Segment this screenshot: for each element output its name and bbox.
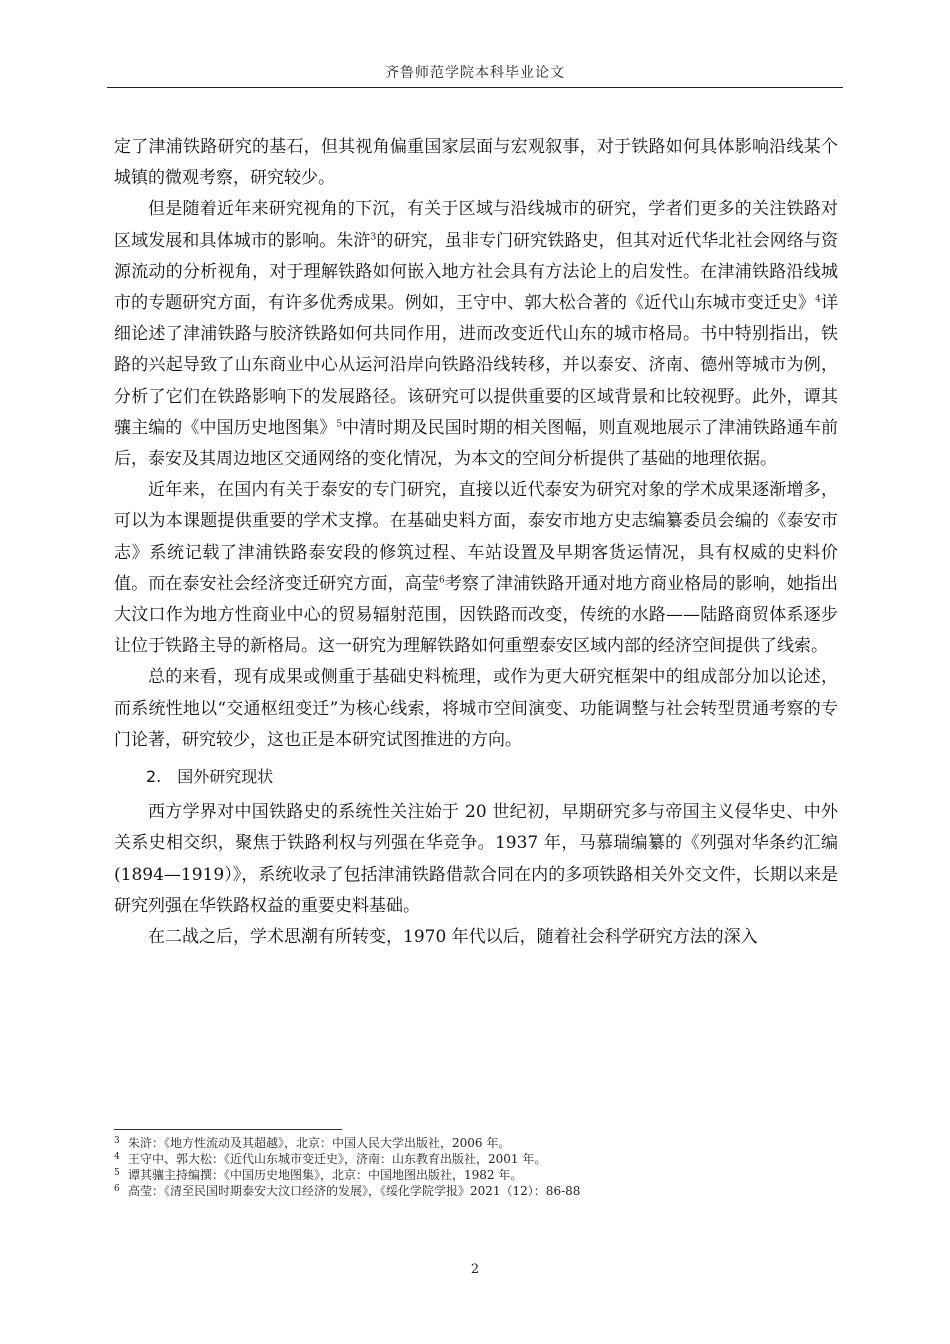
footnote-text: 朱浒：《地方性流动及其超越》，北京：中国人民大学出版社，2006 年。: [128, 1136, 511, 1150]
running-header: 齐鲁师范学院本科毕业论文: [385, 65, 565, 81]
section-title: 国外研究现状: [177, 767, 274, 787]
paragraph-4: [114, 662, 838, 756]
footnote-item: [114, 1167, 838, 1183]
paragraph-text: 详细论述了津浦铁路与胶济铁路如何共同作用，进而改变近代山东的城市格局。书中特别指出，铁路的兴起导致了山东商业中心从运河沿岸向铁路沿线转移，并以泰安、济南、德州等城市为例，分析了它们在铁路影响下的发展路径。该研究可以提供重要的区域背景和比较视野。此外，谭其骧主编的《中国历史地图集》: [114, 293, 839, 438]
paragraph-text: 在二战之后，学术思潮有所转变，1970 年代以后，随着社会科学研究方法的深入: [148, 927, 758, 948]
body-text: [114, 132, 838, 953]
footnote-ref[interactable]: 3: [370, 231, 377, 242]
footnote-number: 5: [114, 1168, 120, 1178]
footnote-number: 4: [114, 1152, 120, 1162]
footnote-item: [114, 1151, 838, 1167]
paragraph-5: [114, 797, 838, 922]
paragraph-3: [114, 475, 838, 662]
paragraph-text: 的研究，虽非专门研究铁路史，但其对近代华北社会网络与资源流动的分析视角，对于理解铁路如何嵌入地方社会具有方法论上的启发性。在津浦铁路沿线城市的专题研究方面，有许多优秀成果。例如，王守中、郭大松合著的《近代山东城市变迁史》: [114, 230, 839, 314]
footnote-ref[interactable]: 5: [336, 419, 343, 430]
footnote-number: 3: [114, 1136, 120, 1146]
paragraph-1: [114, 132, 838, 194]
paragraph-text: 西方学界对中国铁路史的系统性关注始于 20 世纪初，早期研究多与帝国主义侵华史、中外关系史相交织，聚焦于铁路利权与列强在华竞争。1937 年，马慕瑞编纂的《列强对华条约汇编(1894—1919）》，系统收录了包括津浦铁路借款合同在内的多项铁路相关外交文件，长期以来是研究列强在华铁路权益的重要史料基础。: [114, 802, 838, 916]
paragraph-6: [114, 922, 838, 953]
footnote-item: [114, 1135, 838, 1151]
paragraph-2: [114, 194, 838, 475]
page-number: 2: [470, 1262, 480, 1277]
footnote-ref[interactable]: 4: [815, 294, 821, 305]
footnote-text: 高莹：《清至民国时期泰安大汶口经济的发展》，《绥化学院学报》2021（12）：86-88: [128, 1184, 581, 1198]
header-rule: [107, 87, 843, 88]
section-heading: [114, 761, 838, 792]
paragraph-text: 近年来，在国内有关于泰安的专门研究，直接以近代泰安为研究对象的学术成果逐渐增多，可以为本课题提供重要的学术支撑。在基础史料方面，泰安市地方史志编纂委员会编的《泰安市志》系统记载了津浦铁路泰安段的修筑过程、车站设置及早期客货运情况，具有权威的史料价值。而在泰安社会经济变迁研究方面，高莹: [114, 480, 838, 594]
paragraph-text: 定了津浦铁路研究的基石，但其视角偏重国家层面与宏观叙事，对于铁路如何具体影响沿线某个城镇的微观考察，研究较少。: [114, 137, 838, 189]
footnote-number: 6: [114, 1184, 120, 1194]
section-number: 2.: [146, 767, 162, 787]
paragraph-text: 总的来看，现有成果或侧重于基础史料梳理，或作为更大研究框架中的组成部分加以论述，而系统性地以“交通枢纽变迁”为核心线索，将城市空间演变、功能调整与社会转型贯通考察的专门论著，研究较少，这也正是本研究试图推进的方向。: [114, 667, 838, 750]
footnote-ref[interactable]: 6: [438, 575, 445, 586]
paragraph-text: 但是随着近年来研究视角的下沉，有关于区域与沿线城市的研究，学者们更多的关注铁路对区域发展和具体城市的影响。朱浒: [114, 199, 838, 251]
footnote-text: 王守中、郭大松：《近代山东城市变迁史》，济南：山东教育出版社，2001 年。: [128, 1152, 547, 1166]
footnote-item: [114, 1183, 838, 1199]
paragraph-text: 中清时期及民国时期的相关图幅，则直观地展示了津浦铁路通车前后，泰安及其周边地区交通网络的变化情况，为本文的空间分析提供了基础的地理依据。: [114, 417, 839, 470]
footnotes: [114, 1135, 838, 1199]
footnote-rule: [114, 1129, 342, 1130]
paragraph-text: 考察了津浦铁路开通对地方商业格局的影响，她指出大汶口作为地方性商业中心的贸易辐射范围，因铁路而改变，传统的水路——陆路商贸体系逐步让位于铁路主导的新格局。这一研究为理解铁路如何重塑泰安区域内部的经济空间提供了线索。: [114, 573, 839, 657]
footnote-text: 谭其骧主持编撰：《中国历史地图集》，北京：中国地图出版社，1982 年。: [128, 1168, 523, 1182]
